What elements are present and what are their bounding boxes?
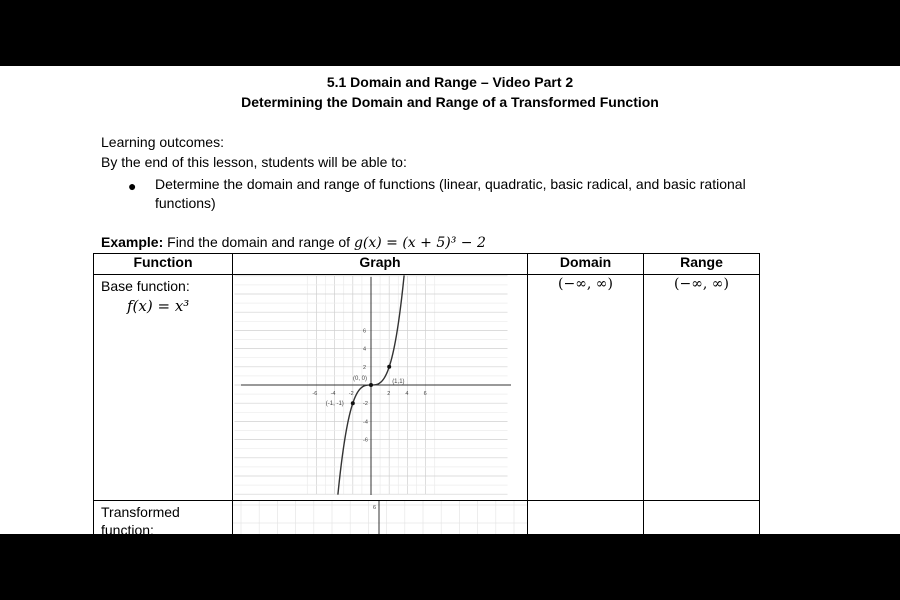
outcomes-intro: By the end of this lesson, students will be able to: xyxy=(101,154,407,170)
key-point xyxy=(387,365,391,369)
table-row xyxy=(94,501,760,535)
graph-cell xyxy=(233,275,528,501)
bullet-icon: ● xyxy=(128,178,137,194)
outcome-item-line1: Determine the domain and range of functions (linear, quadratic, basic radical, and basic rational xyxy=(155,176,746,192)
transformed-function-graph xyxy=(233,501,527,534)
outcome-item-line2: functions) xyxy=(155,195,216,211)
x-tick-label: 4 xyxy=(405,391,409,397)
transformed-label-line2: function: xyxy=(101,522,154,534)
base-function-graph xyxy=(233,275,527,497)
point-label: (0, 0) xyxy=(353,376,368,382)
outcomes-heading: Learning outcomes: xyxy=(101,134,224,150)
table-header-row xyxy=(94,254,760,275)
x-tick-label: -2 xyxy=(348,391,354,397)
y-tick-label: 6 xyxy=(373,505,377,511)
example-line xyxy=(101,234,486,251)
example-label: Example: xyxy=(101,234,164,250)
range-cell xyxy=(644,275,760,501)
page-title: 5.1 Domain and Range – Video Part 2 xyxy=(326,74,574,90)
header-range: Range xyxy=(644,254,760,275)
page-subtitle: Determining the Domain and Range of a Transformed Function xyxy=(241,94,659,110)
domain-cell xyxy=(528,275,644,501)
y-tick-label: 2 xyxy=(363,364,367,371)
function-cell xyxy=(94,275,233,501)
example-formula: g(x) = (x + 5)³ − 2 xyxy=(353,235,486,251)
transformed-label-line1: Transformed xyxy=(101,504,180,520)
domain-cell xyxy=(528,501,644,535)
header-domain: Domain xyxy=(528,254,644,275)
key-point xyxy=(369,383,373,387)
base-function-formula: f(x) = x³ xyxy=(127,297,190,315)
base-function-label: Base function: xyxy=(101,278,190,294)
x-tick-label: 6 xyxy=(423,391,427,397)
range-value: (−∞, ∞) xyxy=(674,276,729,292)
transformed-function-label xyxy=(94,501,232,534)
range-cell xyxy=(644,501,760,535)
y-tick-label: 4 xyxy=(363,346,367,353)
domain-range-table xyxy=(93,253,760,534)
x-tick-label: -4 xyxy=(330,391,336,397)
function-cell xyxy=(94,501,233,535)
graph-cell xyxy=(233,501,528,535)
table-row xyxy=(94,275,760,501)
y-tick-label: -6 xyxy=(363,437,368,444)
header-graph: Graph xyxy=(233,254,528,275)
example-prompt: Find the domain and range of xyxy=(167,234,351,250)
point-label: (-1, -1) xyxy=(325,401,344,408)
y-tick-label: 6 xyxy=(363,328,367,335)
domain-value: (−∞, ∞) xyxy=(558,276,613,292)
point-label: (1,1) xyxy=(392,378,405,385)
document-page xyxy=(0,66,900,534)
y-tick-label: -2 xyxy=(363,401,368,408)
y-tick-label: -4 xyxy=(363,419,368,426)
x-tick-label: -6 xyxy=(312,391,318,397)
key-point xyxy=(351,401,355,405)
x-tick-label: 2 xyxy=(387,391,391,397)
header-function: Function xyxy=(94,254,233,275)
